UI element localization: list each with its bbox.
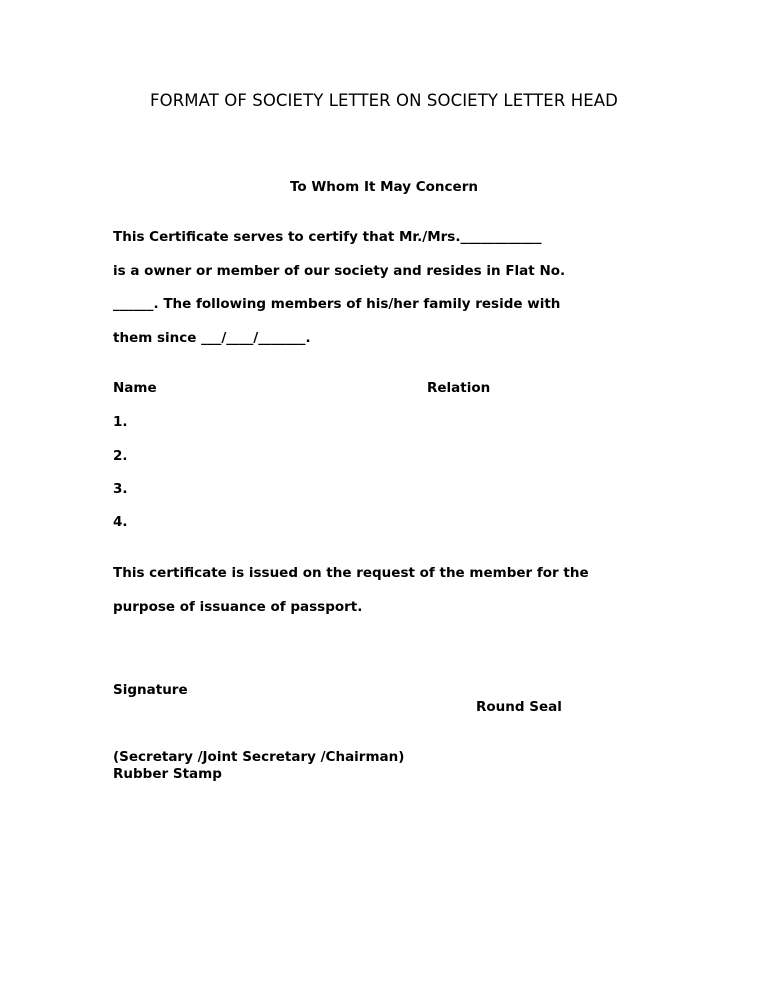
certificate-line-4: them since ___/____/_______. [113, 330, 311, 346]
member-row-1: 1. [113, 414, 128, 430]
rubber-stamp-label: Rubber Stamp [113, 766, 222, 782]
certificate-line-3: ______. The following members of his/her family reside with [113, 296, 561, 312]
member-row-3: 3. [113, 481, 128, 497]
purpose-line-1: This certificate is issued on the request of the member for the [113, 565, 589, 581]
document-title: FORMAT OF SOCIETY LETTER ON SOCIETY LETTER HEAD [150, 91, 618, 110]
signatory-designation: (Secretary /Joint Secretary /Chairman) [113, 749, 405, 765]
round-seal-label: Round Seal [476, 699, 562, 715]
member-row-2: 2. [113, 448, 128, 464]
salutation-heading: To Whom It May Concern [290, 179, 478, 195]
relation-column-header: Relation [427, 380, 491, 396]
certificate-line-2: is a owner or member of our society and resides in Flat No. [113, 263, 566, 279]
signature-label: Signature [113, 682, 188, 698]
member-row-4: 4. [113, 514, 128, 530]
certificate-line-1: This Certificate serves to certify that Mr./Mrs.____________ [113, 229, 542, 245]
purpose-line-2: purpose of issuance of passport. [113, 599, 363, 615]
name-column-header: Name [113, 380, 157, 396]
